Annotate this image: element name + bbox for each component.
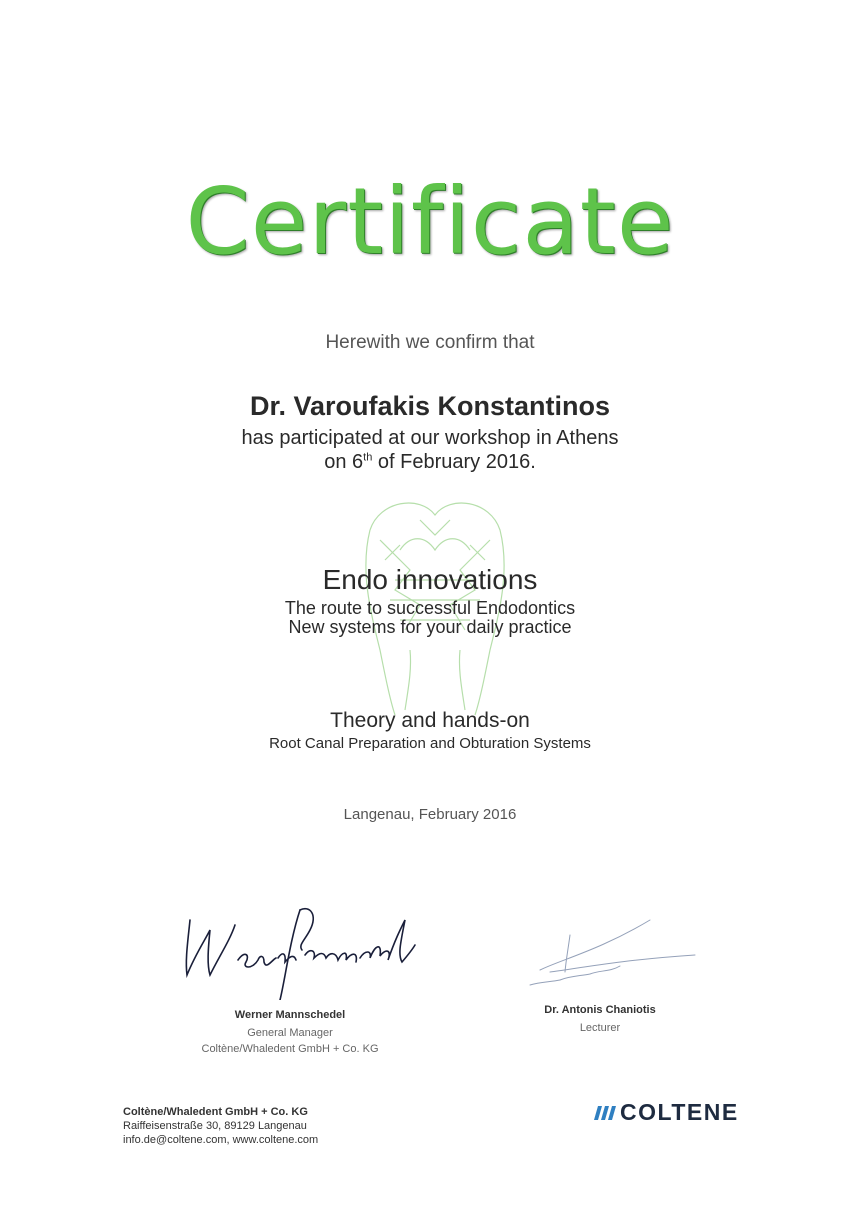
- footer-address: [123, 1105, 318, 1147]
- signature-company-manager: Coltène/Whaledent GmbH + Co. KG: [201, 1043, 379, 1055]
- participation-text: has participated at our workshop in Athens: [241, 427, 619, 449]
- signature-role-lecturer: Lecturer: [579, 1022, 621, 1034]
- section-title: Theory and hands-on: [330, 709, 530, 732]
- confirm-text: Herewith we confirm that: [325, 332, 535, 353]
- recipient-name: Dr. Varoufakis Konstantinos: [249, 391, 611, 421]
- handwritten-signature-lecturer: [500, 910, 700, 995]
- signature-role-manager: General Manager: [247, 1027, 333, 1039]
- footer-street: Raiffeisenstraße 30, 89129 Langenau: [123, 1120, 307, 1132]
- logo-text: COLTENE: [620, 1099, 739, 1125]
- date-prefix: on 6: [324, 451, 364, 473]
- workshop-date: [0, 451, 860, 474]
- coltene-logo: [592, 1099, 739, 1126]
- handwritten-signature-manager: [160, 900, 420, 1000]
- date-suffix: of February 2016.: [372, 451, 536, 473]
- course-title: Endo innovations: [322, 564, 538, 595]
- course-subtitle-1: The route to successful Endodontics: [284, 598, 576, 618]
- coltene-slash-icon: [592, 1103, 620, 1123]
- course-subtitle-2: New systems for your daily practice: [288, 617, 572, 637]
- place-date: Langenau, February 2016: [343, 806, 517, 823]
- signature-block-manager: [150, 900, 430, 1055]
- footer-company: Coltène/Whaledent GmbH + Co. KG: [123, 1106, 308, 1118]
- certificate-title: Certificate: [185, 168, 675, 275]
- section-subtitle: Root Canal Preparation and Obturation Systems: [269, 735, 591, 752]
- footer-contact: info.de@coltene.com, www.coltene.com: [123, 1134, 319, 1146]
- signature-name-lecturer: Dr. Antonis Chaniotis: [544, 1004, 656, 1016]
- signature-name-manager: Werner Mannschedel: [234, 1009, 346, 1021]
- signature-block-lecturer: [500, 910, 700, 1034]
- date-superscript: th: [363, 451, 373, 464]
